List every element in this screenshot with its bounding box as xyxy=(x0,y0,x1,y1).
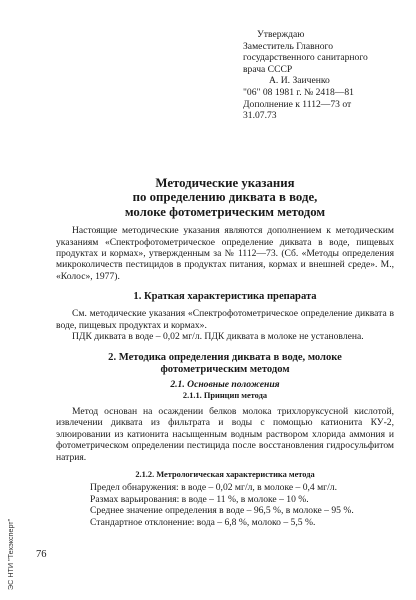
document-body xyxy=(56,176,394,528)
section2-heading-line1: 2. Методика определения диквата в воде, молоке xyxy=(108,351,342,363)
approval-position-line3: врача СССР xyxy=(243,63,293,75)
section1-paragraph1: См. методические указания «Спектрофотометрическое определение диквата в воде, пищевых продуктах и кормах». xyxy=(56,308,394,331)
intro-paragraph: Настоящие методические указания являются дополнением к методическим указаниям «Спектрофотометрическое определение диквата в воде, пищевых продуктах и кормах», утвержденным за № 1112—73. (Сб. «Методы определения микроколичеств пестицидов в продуктах питания, кормах и внешней среде». М., «Колос», 1977). xyxy=(56,225,394,282)
metrology-list xyxy=(56,482,394,528)
approval-supplement-date: 31.07.73 xyxy=(243,110,277,122)
metrology-mean-recovery: Среднее значение определения в воде – 96,5 %, в молоке – 95 %. xyxy=(90,505,354,517)
approval-supplement: Дополнение к 1112—73 от xyxy=(243,98,352,110)
title-line1: Методические указания xyxy=(155,176,295,190)
title-line2: по определению диквата в воде, xyxy=(132,190,318,205)
subsection-2-1-heading: 2.1. Основные положения xyxy=(170,379,280,391)
side-stamp: ЭС НТИ "Техэксперт" xyxy=(6,518,15,590)
section1-heading: 1. Краткая характеристика препарата xyxy=(133,291,317,303)
metrology-variation-range: Размах варьирования: в воде – 11 %, в молоке – 10 %. xyxy=(90,493,309,505)
approval-position-line2: государственного санитарного xyxy=(243,52,368,64)
section2-heading-line2: фотометрическим методом xyxy=(160,363,290,375)
approval-signer: А. И. Заиченко xyxy=(269,75,330,87)
approval-block xyxy=(243,29,411,122)
section1-paragraph2: ПДК диквата в воде – 0,02 мг/л. ПДК диквата в молоке не установлена. xyxy=(72,331,364,343)
method-principle-paragraph: Метод основан на осаждении белков молока трихлоруксусной кислотой, извлечении диквата из фильтрата и воды с помощью катионита КУ-2, элюировании из катионита насыщенным водным раствором хлорида аммония и фотометрическом определении пестицида после восстановления гидросульфитом натрия. xyxy=(56,406,394,463)
metrology-standard-deviation: Стандартное отклонение: вода – 6,8 %, молоко – 5,5 %. xyxy=(90,516,316,528)
subsection-2-1-2-heading: 2.1.2. Метрологическая характеристика метода xyxy=(135,470,315,480)
document-title xyxy=(56,176,394,219)
title-line3: молоке фотометрическим методом xyxy=(124,204,326,219)
approval-order-number: "06" 08 1981 г. № 2418—81 xyxy=(243,86,354,98)
subsection-2-1-1-heading: 2.1.1. Принцип метода xyxy=(182,391,268,401)
section2-heading xyxy=(56,352,394,376)
page-number: 76 xyxy=(36,549,47,560)
approval-heading: Утверждаю xyxy=(257,29,305,40)
metrology-detection-limit: Предел обнаружения: в воде – 0,02 мг/л, в молоке – 0,4 мг/л. xyxy=(90,482,337,494)
approval-position-line1: Заместитель Главного xyxy=(243,40,334,52)
